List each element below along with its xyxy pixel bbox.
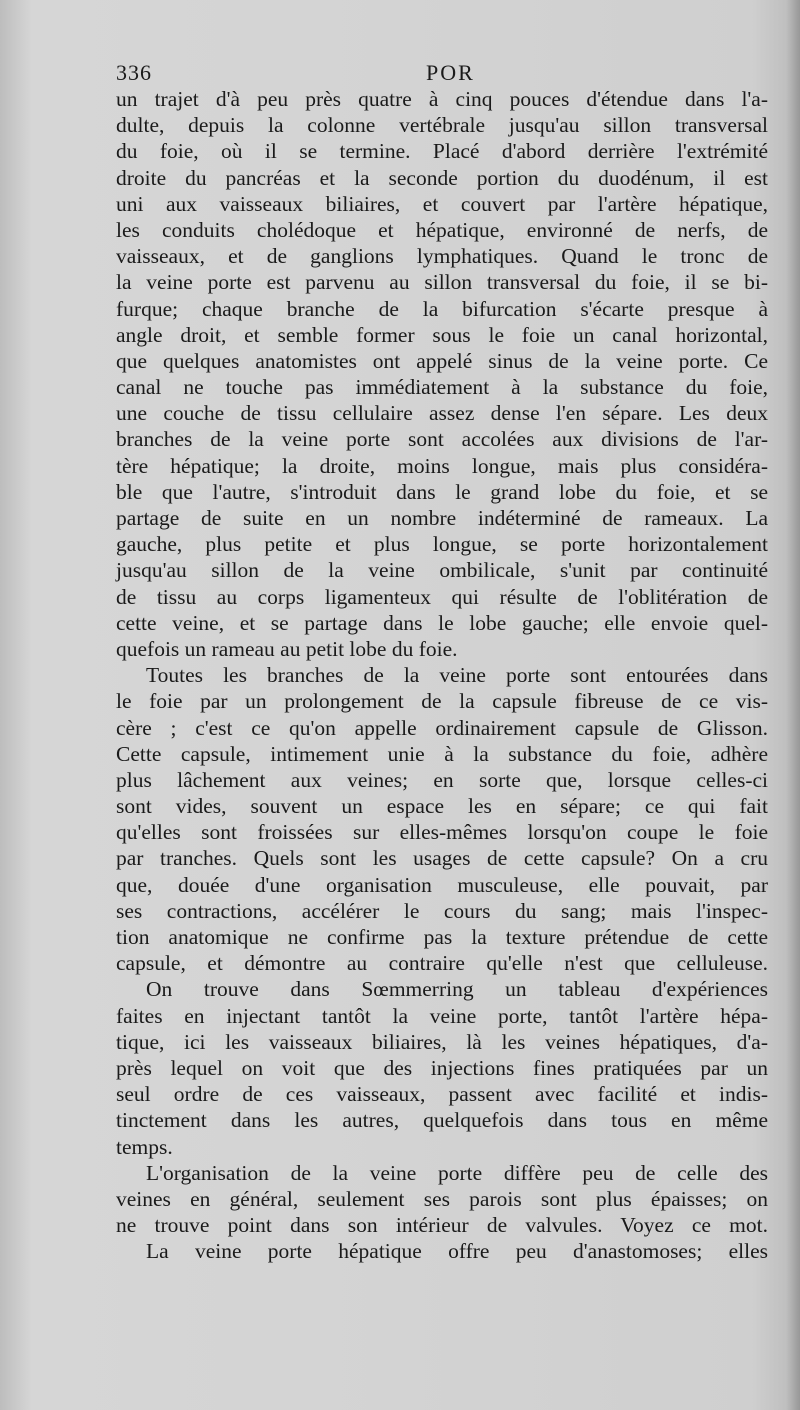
text-line: L'organisation de la veine porte diffère peu de celle des	[146, 1160, 768, 1185]
text-line: de tissu au corps ligamenteux qui résulte de l'oblitération de	[116, 584, 768, 609]
text-line: près lequel on voit que des injections fines pratiquées par un	[116, 1055, 768, 1080]
text-line: veines en général, seulement ses parois sont plus épaisses; on	[116, 1186, 768, 1211]
text-line: tique, ici les vaisseaux biliaires, là les veines hépatiques, d'a-	[116, 1029, 768, 1054]
text-line: branches de la veine porte sont accolées aux divisions de l'ar-	[116, 427, 768, 452]
text-line: La veine porte hépatique offre peu d'anastomoses; elles	[146, 1239, 768, 1264]
text-line: les conduits cholédoque et hépatique, environné de nerfs, de	[116, 217, 768, 242]
text-line: gauche, plus petite et plus longue, se porte horizontalement	[116, 532, 768, 557]
text-line: quefois un rameau au petit lobe du foie.	[116, 636, 458, 661]
text-line: ses contractions, accélérer le cours du sang; mais l'inspec-	[116, 898, 768, 923]
text-line: partage de suite en un nombre indéterminé de rameaux. La	[116, 506, 768, 530]
text-line: temps.	[116, 1134, 173, 1159]
text-line: cère ; c'est ce qu'on appelle ordinairement capsule de Glisson.	[116, 715, 768, 740]
text-line: ble que l'autre, s'introduit dans le grand lobe du foie, et se	[116, 479, 768, 504]
text-line: du foie, où il se termine. Placé d'abord derrière l'extrémité	[116, 139, 768, 164]
text-line: jusqu'au sillon de la veine ombilicale, s'unit par continuité	[116, 558, 768, 583]
text-line: que quelques anatomistes ont appelé sinus de la veine porte. Ce	[116, 348, 768, 373]
text-line: angle droit, et semble former sous le foie un canal horizontal,	[116, 322, 768, 347]
body-text	[116, 86, 768, 1264]
text-line: plus lâchement aux veines; en sorte que, lorsque celles-ci	[116, 767, 768, 792]
text-line: Toutes les branches de la veine porte sont entourées dans	[146, 663, 768, 688]
text-line: tion anatomique ne confirme pas la texture prétendue de cette	[116, 925, 768, 949]
text-line: droite du pancréas et la seconde portion du duodénum, il est	[116, 165, 768, 190]
text-line: tinctement dans les autres, quelquefois dans tous en même	[116, 1108, 768, 1133]
page-edge-shadow	[786, 0, 800, 1410]
text-line: seul ordre de ces vaisseaux, passent avec facilité et indis-	[116, 1082, 768, 1107]
text-line: ne trouve point dans son intérieur de valvules. Voyez ce mot.	[116, 1213, 768, 1238]
text-line: faites en injectant tantôt la veine porte, tantôt l'artère hépa-	[116, 1003, 768, 1028]
text-line: sont vides, souvent un espace les en sépare; ce qui fait	[116, 794, 768, 819]
text-line: que, douée d'une organisation musculeuse, elle pouvait, par	[116, 872, 768, 897]
text-line: une couche de tissu cellulaire assez dense l'en sépare. Les deux	[116, 401, 768, 426]
text-line: qu'elles sont froissées sur elles-mêmes lorsqu'on coupe le foie	[116, 820, 768, 845]
text-line: vaisseaux, et de ganglions lymphatiques. Quand le tronc de	[116, 244, 768, 269]
text-line: uni aux vaisseaux biliaires, et couvert par l'artère hépatique,	[116, 191, 768, 216]
text-line: capsule, et démontre au contraire qu'elle n'est que celluleuse.	[116, 951, 768, 976]
text-line: cette veine, et se partage dans le lobe gauche; elle envoie quel-	[116, 610, 768, 635]
text-line: par tranches. Quels sont les usages de cette capsule? On a cru	[116, 846, 768, 871]
text-line: dulte, depuis la colonne vertébrale jusqu'au sillon transversal	[116, 113, 768, 138]
text-line: le foie par un prolongement de la capsule fibreuse de ce vis-	[116, 689, 768, 714]
text-line: tère hépatique; la droite, moins longue, mais plus considéra-	[116, 453, 768, 478]
text-line: la veine porte est parvenu au sillon transversal du foie, il se bi-	[116, 270, 768, 295]
text-line: canal ne touche pas immédiatement à la substance du foie,	[116, 375, 768, 400]
text-line: un trajet d'à peu près quatre à cinq pouces d'étendue dans l'a-	[116, 87, 768, 111]
text-line: On trouve dans Sœmmerring un tableau d'expériences	[146, 977, 768, 1002]
text-line: Cette capsule, intimement unie à la substance du foie, adhère	[116, 741, 768, 766]
running-head: POR	[426, 60, 475, 85]
page-header	[116, 58, 786, 88]
page-number: 336	[116, 60, 152, 85]
text-line: furque; chaque branche de la bifurcation s'écarte presque à	[116, 296, 768, 321]
